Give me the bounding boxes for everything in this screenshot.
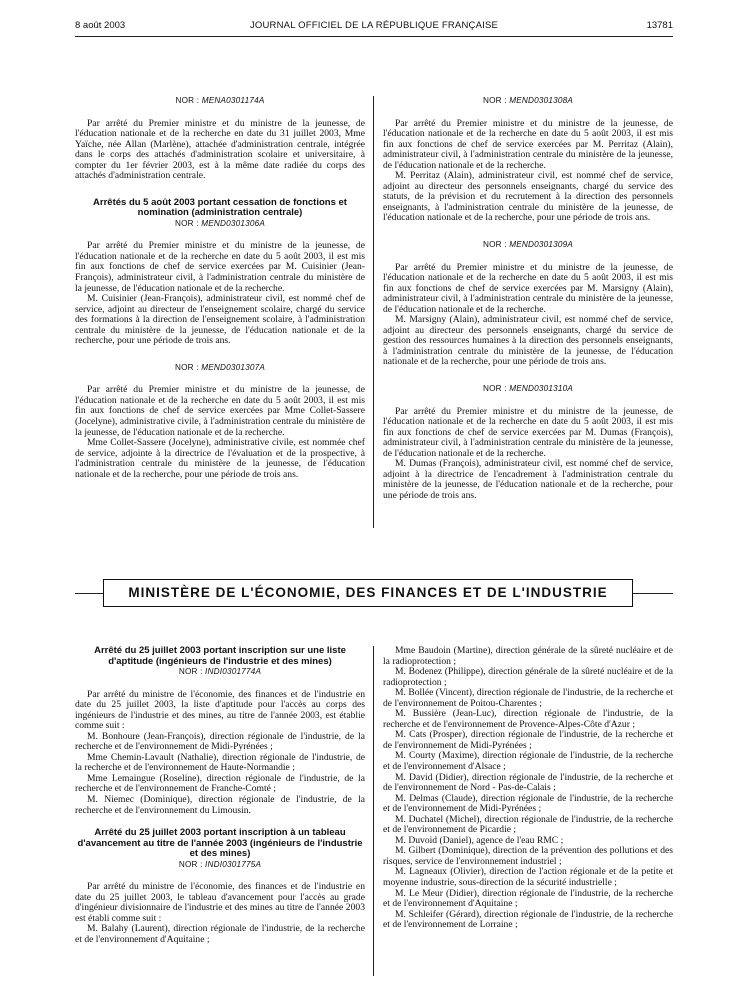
journal-title: JOURNAL OFFICIEL DE LA RÉPUBLIQUE FRANÇAISE [249,20,499,31]
list-item: M. Balahy (Laurent), direction régionale de l'industrie, de la recherche et de l'environnement d'Aquitaine ; [75,923,365,945]
right-top-column [383,96,673,502]
column-divider [373,96,374,528]
nor-reference: NOR : MENA0301174A [175,96,265,105]
nor-reference: NOR : MEND0301310A [482,384,574,394]
page-number: 13781 [646,20,673,31]
paragraph: Par arrêté du Premier ministre et du ministre de la jeunesse, de l'éducation nationale et de la recherche en date du 5 août 2003, il est mis fin aux fonctions de chef de service exercées par M. Cuisinier (Jean-François), administrateur civil, à l'administration centrale du ministère de la jeunesse, de l'éducation nationale et de la recherche. [75,240,365,294]
page-header [75,20,673,34]
list-item: Mme Lemaingue (Roseline), direction régionale de l'industrie, de la recherche et de l'environnement de Franche-Comté ; [75,772,365,795]
list-item: M. Niemec (Dominique), direction régionale de l'industrie, de la recherche et de l'environnement du Limousin. [75,794,365,816]
list-item: M. Le Meur (Didier), direction régionale de l'industrie, de la recherche et de l'environnement d'Aquitaine ; [383,887,673,910]
nor-reference: NOR : MEND0301309A [482,240,574,250]
section-title: Arrêtés du 5 août 2003 portant cessation de fonctions et nomination (administration centrale) [93,196,347,219]
nor-reference: NOR : MEND0301307A [174,362,266,372]
header-rule [75,36,673,37]
list-item: M. Courty (Maxime), direction régionale de l'industrie, de la recherche et de l'environnement d'Alsace ; [383,750,673,773]
paragraph: Par arrêté du Premier ministre et du ministre de la jeunesse, de l'éducation nationale et de la recherche en date du 5 août 2003, il est mis fin aux fonctions de chef de service exercées par M. Dumas (François), administrateur civil, à l'administration centrale du ministère de la jeunesse, de l'éducation nationale et de la recherche. [383,405,673,459]
list-item: M. Bodenez (Philippe), direction générale de la sûreté nucléaire et de la radioprotection ; [383,666,673,688]
left-top-column [75,96,365,480]
list-item: M. Duchatel (Michel), direction régionale de l'industrie, de la recherche et de l'environnement de Picardie ; [383,813,673,836]
list-item: M. Bollée (Vincent), direction régionale de l'industrie, de la recherche et de l'environnement de Poitou-Charentes ; [383,687,673,709]
ministry-rule-right [633,593,673,594]
section-title: Arrêté du 25 juillet 2003 portant inscription à un tableau d'avancement au titre de l'année 2003 (ingénieurs de l'industrie et des mines) [77,827,363,860]
left-bottom-column [75,646,365,945]
paragraph: Par arrêté du ministre de l'économie, des finances et de l'industrie en date du 25 juillet 2003, la liste d'aptitude pour l'accès au corps des ingénieurs de l'industrie et des mines, au titre de l'année 2003, est établie comme suit : [75,688,365,732]
nor-reference: NOR : INDI0301774A [178,667,262,676]
paragraph: M. Perritaz (Alain), administrateur civil, est nommé chef de service, adjoint au directeur des personnels enseignants, chargé du service des statuts, de la prévision et du recrutement à la direction des personnels enseignants, à l'administration centrale du ministère de la jeunesse, de l'éducation nationale et de la recherche, pour une période de trois ans. [383,170,673,224]
list-item: M. Duvoid (Daniel), agence de l'eau RMC ; [395,834,564,846]
paragraph: Par arrêté du Premier ministre et du ministre de la jeunesse, de l'éducation nationale et de la recherche en date du 5 août 2003, il est mis fin aux fonctions de chef de service exercées par M. Marsigny (Alain), administrateur civil, à l'administration centrale du ministère de la jeunesse, de l'éducation nationale et de la recherche. [383,261,673,315]
list-item: M. Cats (Prosper), direction régionale de l'industrie, de la recherche et de l'environnement de Midi-Pyrénées ; [383,729,673,751]
nor-reference: NOR : MEND0301306A [174,218,266,228]
ministry-rule-left [75,593,103,594]
paragraph: M. Cuisinier (Jean-François), administrateur civil, est nommé chef de service, adjoint au directeur de l'enseignement scolaire, chargé du service des formations à la direction de l'enseignement scolaire, à l'administration centrale du ministère de la jeunesse, de l'éducation nationale et de la recherche, pour une période de trois ans. [75,293,365,347]
paragraph: Par arrêté du ministre de l'économie, des finances et de l'industrie en date du 25 juillet 2003, le tableau d'avancement pour l'accès au grade d'ingénieur divisionnaire de l'industrie et des mines au titre de l'année 2003 est établi comme suit : [75,881,365,924]
nor-reference: NOR : INDI0301775A [178,859,262,869]
list-item: M. Schleifer (Gérard), direction régionale de l'industrie, de la recherche et de l'environnement de Lorraine ; [383,908,673,931]
paragraph: Mme Collet-Sassere (Jocelyne), administrative civile, est nommée chef de service, adjointe à la directrice de l'évaluation et de la prospective, à l'administration centrale du ministère de la jeunesse, de l'éducation nationale et de la recherche, pour une période de trois ans. [75,437,365,480]
paragraph: Par arrêté du Premier ministre et du ministre de la jeunesse, de l'éducation nationale et de la recherche en date du 5 août 2003, il est mis fin aux fonctions de chef de service exercées par Mme Collet-Sassere (Jocelyne), administrative civile, à l'administration centrale du ministère de la jeunesse, de l'éducation nationale et de la recherche. [75,384,365,438]
list-item: Mme Baudoin (Martine), direction générale de la sûreté nucléaire et de la radioprotection ; [383,645,673,667]
list-item: M. Gilbert (Dominique), direction de la prévention des pollutions et des risques, service de l'environnement industriel ; [383,845,673,867]
nor-reference: NOR : MEND0301308A [482,96,574,105]
paragraph: M. Marsigny (Alain), administrateur civil, est nommé chef de service, adjoint au directeur des personnels enseignants, chargé du service de gestion des ressources humaines à la direction des personnels enseignants, à l'administration centrale du ministère de la jeunesse, de l'éducation nationale et de la recherche, pour une période de trois ans. [383,314,673,368]
section-title: Arrêté du 25 juillet 2003 portant inscription sur une liste d'aptitude (ingénieurs de l'industrie et des mines) [94,645,346,667]
paragraph: Par arrêté du Premier ministre et du ministre de la jeunesse, de l'éducation nationale et de la recherche en date du 31 juillet 2003, Mme Yaïche, née Allan (Marlène), attachée d'administration centrale, intégrée dans le corps des attachés d'administration scolaire et universitaire, à compter du 1er février 2003, est à la même date radiée du corps des attachés d'administration centrale. [75,117,365,182]
ministry-heading: MINISTÈRE DE L'ÉCONOMIE, DES FINANCES ET DE L'INDUSTRIE [103,579,633,607]
list-item: M. Bonhoure (Jean-François), direction régionale de l'industrie, de la recherche et de l'environnement de Midi-Pyrénées ; [75,730,365,753]
list-item: Mme Chemin-Lavault (Nathalie), direction régionale de l'industrie, de la recherche et de l'environnement de Haute-Normandie ; [75,751,365,774]
list-item: M. Bussière (Jean-Luc), direction régionale de l'industrie, de la recherche et de l'environnement de Provence-Alpes-Côte d'Azur ; [383,708,673,730]
list-item: M. Delmas (Claude), direction régionale de l'industrie, de la recherche et de l'environnement de Midi-Pyrénées ; [383,792,673,815]
column-divider [373,646,374,976]
header-date: 8 août 2003 [75,20,126,31]
right-bottom-column [383,646,673,931]
list-item: M. David (Didier), direction régionale de l'industrie, de la recherche et de l'environnement de Nord - Pas-de-Calais ; [383,771,673,794]
paragraph: Par arrêté du Premier ministre et du ministre de la jeunesse, de l'éducation nationale et de la recherche en date du 5 août 2003, il est mis fin aux fonctions de chef de service exercées par M. Perritaz (Alain), administrateur civil, à l'administration centrale du ministère de la jeunesse, de l'éducation nationale et de la recherche. [383,117,673,171]
paragraph: M. Dumas (François), administrateur civil, est nommé chef de service, adjoint à la directrice de l'encadrement à l'administration centrale du ministère de la jeunesse, de l'éducation nationale et de la recherche, pour une période de trois ans. [383,458,673,501]
list-item: M. Lagneaux (Olivier), direction de l'action régionale et de la petite et moyenne industrie, sous-direction de la sécurité industrielle ; [383,866,673,889]
